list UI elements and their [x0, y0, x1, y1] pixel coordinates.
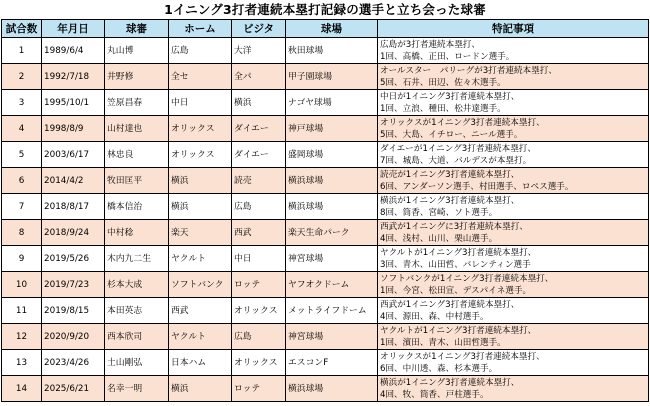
cell-visitor-team: ダイエー — [232, 142, 286, 168]
cell-visitor-team: オリックス — [232, 298, 286, 324]
cell-notes — [378, 350, 649, 376]
table-row — [2, 194, 649, 220]
note-line: 4回、源田、森、中村選手。 — [380, 311, 489, 322]
cell-game-number: 10 — [2, 272, 42, 298]
column-header-games: 試合数 — [2, 20, 42, 38]
note-line: オリックスが1イニング3打者連続本塁打、 — [380, 351, 545, 362]
cell-game-number: 13 — [2, 350, 42, 376]
cell-umpire: 土山剛弘 — [105, 350, 169, 376]
note-line: ヤクルトが1イニング3打者連続本塁打、 — [380, 247, 537, 258]
cell-notes — [378, 90, 649, 116]
page-title: 1イニング3打者連続本塁打記録の選手と立ち会った球審 — [164, 2, 486, 17]
cell-game-number: 9 — [2, 246, 42, 272]
cell-game-number: 4 — [2, 116, 42, 142]
note-line: 4回、浅村、山川、栗山選手。 — [380, 233, 498, 244]
cell-stadium: 横浜球場 — [286, 168, 378, 194]
cell-notes — [378, 168, 649, 194]
cell-stadium: 神戸球場 — [286, 116, 378, 142]
cell-game-number: 14 — [2, 376, 42, 402]
note-line: 中日が1イニング3打者連続本塁打、 — [380, 91, 520, 102]
table-row — [2, 116, 649, 142]
note-line: オールスター パリーグが3打者連続本塁打、 — [380, 65, 557, 76]
cell-stadium: 盛岡球場 — [286, 142, 378, 168]
cell-game-number: 1 — [2, 38, 42, 64]
cell-visitor-team: 横浜 — [232, 90, 286, 116]
cell-visitor-team: ロッテ — [232, 272, 286, 298]
cell-home-team: 日本ハム — [169, 350, 232, 376]
cell-home-team: 中日 — [169, 90, 232, 116]
table-row — [2, 142, 649, 168]
cell-home-team: 西武 — [169, 298, 232, 324]
cell-umpire: 井野修 — [105, 64, 169, 90]
cell-date: 2019/8/15 — [42, 298, 105, 324]
cell-umpire: 林忠良 — [105, 142, 169, 168]
cell-date: 2018/9/24 — [42, 220, 105, 246]
cell-visitor-team: オリックス — [232, 350, 286, 376]
note-line: 8回、筒香、宮崎、ソト選手。 — [380, 207, 498, 218]
cell-visitor-team: 大洋 — [232, 38, 286, 64]
note-line: 6回、中川透、森、杉本選手。 — [380, 363, 498, 374]
cell-stadium: ナゴヤ球場 — [286, 90, 378, 116]
cell-notes — [378, 298, 649, 324]
note-line: 西武が1イニングに3打者連続本塁打、 — [380, 221, 528, 232]
cell-umpire: 笠原昌春 — [105, 90, 169, 116]
note-line: 7回、城島、大道、バルデスが本塁打。 — [380, 155, 532, 166]
cell-home-team: オリックス — [169, 142, 232, 168]
cell-notes — [378, 38, 649, 64]
note-line: 6回、アンダーソン選手、村田選手、ロペス選手。 — [380, 181, 574, 192]
umpire-record-table — [1, 19, 649, 402]
cell-visitor-team: 西武 — [232, 220, 286, 246]
cell-date: 1995/10/1 — [42, 90, 105, 116]
column-header-stadium: 球場 — [286, 20, 378, 38]
note-line: 4回、牧、筒香、戸柱選手。 — [380, 389, 489, 400]
cell-game-number: 7 — [2, 194, 42, 220]
cell-home-team: ヤクルト — [169, 246, 232, 272]
cell-home-team: 楽天 — [169, 220, 232, 246]
cell-date: 2018/8/17 — [42, 194, 105, 220]
cell-stadium: 秋田球場 — [286, 38, 378, 64]
cell-home-team: ソフトバンク — [169, 272, 232, 298]
cell-umpire: 丸山博 — [105, 38, 169, 64]
cell-game-number: 5 — [2, 142, 42, 168]
note-line: 3回、青木、山田哲、バレンティン選手 — [380, 259, 531, 270]
cell-date: 1998/8/9 — [42, 116, 105, 142]
table-row — [2, 220, 649, 246]
cell-home-team: オリックス — [169, 116, 232, 142]
cell-notes — [378, 142, 649, 168]
cell-game-number: 2 — [2, 64, 42, 90]
cell-date: 2020/9/20 — [42, 324, 105, 350]
cell-visitor-team: 全パ — [232, 64, 286, 90]
note-line: 1回、今宮、松田宣、デスパイネ選手。 — [380, 285, 532, 296]
cell-home-team: 横浜 — [169, 376, 232, 402]
cell-date: 2014/4/2 — [42, 168, 105, 194]
cell-notes — [378, 64, 649, 90]
table-row — [2, 350, 649, 376]
column-header-visitor: ビジタ — [232, 20, 286, 38]
table-header-row — [2, 20, 649, 38]
cell-date: 1992/7/18 — [42, 64, 105, 90]
note-line: 1回、立浪、種田、松井達選手。 — [380, 103, 506, 114]
cell-date: 2019/7/23 — [42, 272, 105, 298]
cell-notes — [378, 220, 649, 246]
note-line: 5回、石井、田辺、佐々木選手。 — [380, 77, 506, 88]
cell-stadium: エスコンF — [286, 350, 378, 376]
cell-notes — [378, 246, 649, 272]
cell-game-number: 12 — [2, 324, 42, 350]
cell-stadium: ヤフオクドーム — [286, 272, 378, 298]
cell-stadium: 横浜球場 — [286, 194, 378, 220]
cell-visitor-team: ロッテ — [232, 376, 286, 402]
table-row — [2, 38, 649, 64]
cell-date: 1989/6/4 — [42, 38, 105, 64]
cell-umpire: 木内九二生 — [105, 246, 169, 272]
note-line: 5回、大島、イチロー、ニール選手。 — [380, 129, 523, 140]
cell-stadium: 楽天生命パーク — [286, 220, 378, 246]
table-row — [2, 168, 649, 194]
cell-game-number: 3 — [2, 90, 42, 116]
cell-notes — [378, 116, 649, 142]
note-line: 1回、高橋、正田、ロードン選手。 — [380, 51, 515, 62]
cell-home-team: 全セ — [169, 64, 232, 90]
cell-game-number: 6 — [2, 168, 42, 194]
cell-home-team: 横浜 — [169, 194, 232, 220]
cell-stadium: 神宮球場 — [286, 324, 378, 350]
cell-home-team: 横浜 — [169, 168, 232, 194]
cell-date: 2025/6/21 — [42, 376, 105, 402]
note-line: 1回、濱田、青木、山田哲選手。 — [380, 337, 506, 348]
cell-date: 2003/6/17 — [42, 142, 105, 168]
cell-game-number: 11 — [2, 298, 42, 324]
table-row — [2, 64, 649, 90]
table-row — [2, 272, 649, 298]
cell-game-number: 8 — [2, 220, 42, 246]
note-line: 横浜が1イニング3打者連続本塁打、 — [380, 195, 520, 206]
note-line: ソフトバンクが1イニング3打者連続本塁打、 — [380, 273, 554, 284]
cell-notes — [378, 272, 649, 298]
cell-date: 2019/5/26 — [42, 246, 105, 272]
note-line: ダイエーが1イニング3打者連続本塁打、 — [380, 143, 536, 154]
cell-home-team: 広島 — [169, 38, 232, 64]
cell-umpire: 杉本大成 — [105, 272, 169, 298]
note-line: 横浜が1イニング3打者連続本塁打、 — [380, 377, 520, 388]
cell-umpire: 山村達也 — [105, 116, 169, 142]
note-line: 広島が3打者連続本塁打、 — [380, 39, 480, 50]
column-header-notes: 特記事項 — [378, 20, 649, 38]
cell-visitor-team: 広島 — [232, 324, 286, 350]
note-line: 読売が1イニング3打者連続本塁打、 — [380, 169, 520, 180]
note-line: オリックスが1イニング3打者連続本塁打、 — [380, 117, 545, 128]
note-line: 西武が1イニング3打者連続本塁打、 — [380, 299, 520, 310]
table-row — [2, 90, 649, 116]
cell-stadium: 甲子園球場 — [286, 64, 378, 90]
table-row — [2, 324, 649, 350]
column-header-home: ホーム — [169, 20, 232, 38]
column-header-date: 年月日 — [42, 20, 105, 38]
cell-date: 2023/4/26 — [42, 350, 105, 376]
table-body — [2, 38, 649, 402]
cell-stadium: メットライフドーム — [286, 298, 378, 324]
cell-notes — [378, 324, 649, 350]
cell-umpire: 橋本信治 — [105, 194, 169, 220]
cell-notes — [378, 376, 649, 402]
cell-umpire: 牧田匡平 — [105, 168, 169, 194]
cell-visitor-team: ダイエー — [232, 116, 286, 142]
cell-umpire: 西本欣司 — [105, 324, 169, 350]
cell-home-team: ヤクルト — [169, 324, 232, 350]
column-header-umpire: 球審 — [105, 20, 169, 38]
cell-umpire: 名幸一明 — [105, 376, 169, 402]
table-row — [2, 246, 649, 272]
cell-umpire: 本田英志 — [105, 298, 169, 324]
note-line: ヤクルトが1イニング3打者連続本塁打、 — [380, 325, 537, 336]
cell-umpire: 中村稔 — [105, 220, 169, 246]
cell-visitor-team: 読売 — [232, 168, 286, 194]
table-row — [2, 298, 649, 324]
cell-visitor-team: 中日 — [232, 246, 286, 272]
table-row — [2, 376, 649, 402]
cell-stadium: 神宮球場 — [286, 246, 378, 272]
cell-visitor-team: 広島 — [232, 194, 286, 220]
cell-stadium: 横浜球場 — [286, 376, 378, 402]
cell-notes — [378, 194, 649, 220]
